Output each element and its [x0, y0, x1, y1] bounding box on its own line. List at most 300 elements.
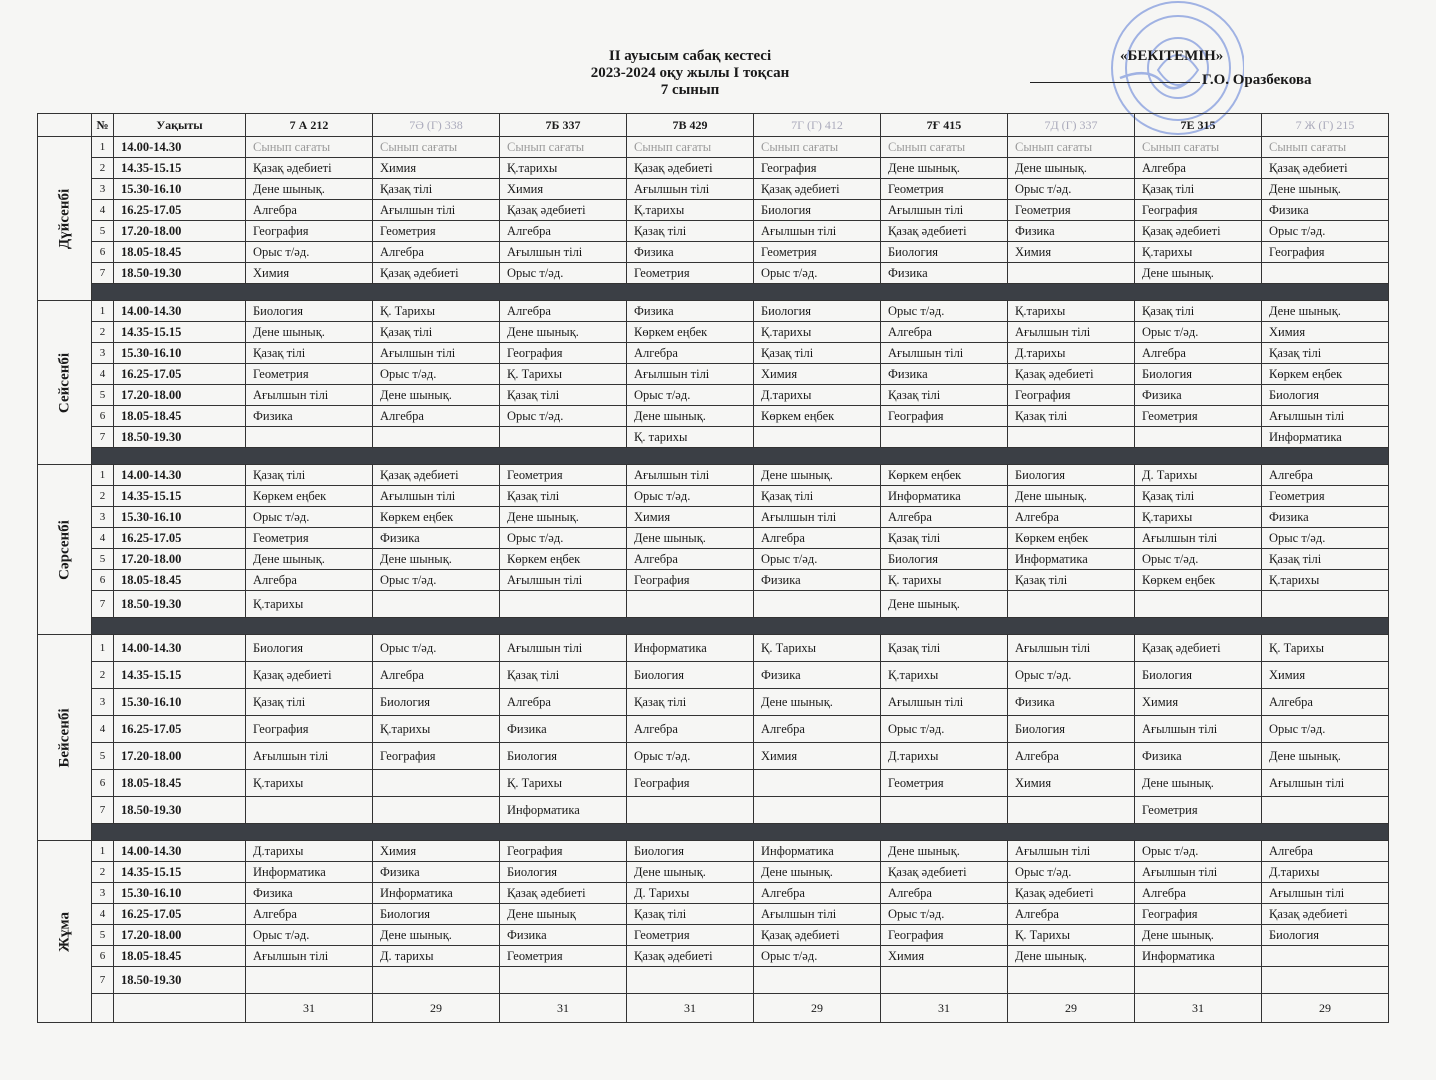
subject-cell: Физика	[1008, 221, 1135, 242]
subject-cell	[627, 591, 754, 618]
lesson-row	[38, 221, 1389, 242]
subject-cell: Қазақ әдебиеті	[1135, 221, 1262, 242]
subject-cell: Алгебра	[1262, 841, 1389, 862]
lesson-number: 4	[92, 364, 114, 385]
subject-cell: Геометрия	[881, 770, 1008, 797]
subject-cell	[1008, 427, 1135, 448]
subject-cell: Орыс т/əд.	[373, 364, 500, 385]
subject-cell: Д.тарихы	[1262, 862, 1389, 883]
lesson-time: 15.30-16.10	[114, 507, 246, 528]
subject-cell: Қазақ әдебиеті	[754, 925, 881, 946]
lesson-time: 18.50-19.30	[114, 591, 246, 618]
class-header: 7Г (Г) 412	[754, 114, 881, 137]
subject-cell: Қазақ тілі	[1135, 486, 1262, 507]
subject-cell: Информатика	[246, 862, 373, 883]
subject-cell: Сынып сағаты	[881, 137, 1008, 158]
subject-cell: Қазақ әдебиеті	[881, 221, 1008, 242]
subject-cell: Дене шынық.	[1262, 179, 1389, 200]
subject-cell: Химия	[1008, 242, 1135, 263]
subject-cell: Қазақ тілі	[627, 689, 754, 716]
subject-cell: Алгебра	[1008, 743, 1135, 770]
subject-cell: Химия	[373, 158, 500, 179]
subject-cell: Геометрия	[1262, 486, 1389, 507]
subject-cell: Ағылшын тілі	[500, 570, 627, 591]
lesson-row	[38, 486, 1389, 507]
lesson-number: 4	[92, 716, 114, 743]
lesson-time: 16.25-17.05	[114, 716, 246, 743]
lesson-row	[38, 662, 1389, 689]
subject-cell: Биология	[1008, 465, 1135, 486]
subject-cell: Дене шынық.	[246, 322, 373, 343]
subject-cell: Орыс т/əд.	[754, 263, 881, 284]
lesson-time: 16.25-17.05	[114, 528, 246, 549]
subject-cell: Ағылшын тілі	[373, 486, 500, 507]
subject-cell: Биология	[881, 242, 1008, 263]
subject-cell: Орыс т/əд.	[754, 946, 881, 967]
subject-cell: Орыс т/əд.	[627, 743, 754, 770]
lesson-time: 14.00-14.30	[114, 301, 246, 322]
subject-cell: Көркем еңбек	[754, 406, 881, 427]
total-hours: 29	[373, 994, 500, 1023]
subject-cell	[881, 967, 1008, 994]
subject-cell: Сынып сағаты	[627, 137, 754, 158]
subject-cell: Дене шынық.	[754, 465, 881, 486]
subject-cell: Биология	[1008, 716, 1135, 743]
subject-cell: Биология	[627, 841, 754, 862]
subject-cell	[500, 591, 627, 618]
total-hours: 29	[1262, 994, 1389, 1023]
subject-cell: Алгебра	[373, 242, 500, 263]
subject-cell: Көркем еңбек	[373, 507, 500, 528]
subject-cell: Алгебра	[500, 221, 627, 242]
subject-cell: Орыс т/əд.	[1135, 841, 1262, 862]
subject-cell	[754, 427, 881, 448]
subject-cell	[1008, 263, 1135, 284]
subject-cell: Қазақ тілі	[754, 343, 881, 364]
subject-cell	[246, 967, 373, 994]
subject-cell: Физика	[627, 301, 754, 322]
lesson-time: 15.30-16.10	[114, 179, 246, 200]
subject-cell: География	[754, 158, 881, 179]
subject-cell: Геометрия	[1135, 797, 1262, 824]
subject-cell: Геометрия	[754, 242, 881, 263]
subject-cell: Дене шынық.	[500, 322, 627, 343]
lesson-time: 18.05-18.45	[114, 770, 246, 797]
subject-cell: Ағылшын тілі	[754, 904, 881, 925]
subject-cell: Орыс т/əд.	[1008, 662, 1135, 689]
subject-cell	[1262, 263, 1389, 284]
number-header: №	[92, 114, 114, 137]
lesson-row	[38, 770, 1389, 797]
subject-cell: Биология	[500, 862, 627, 883]
lesson-time: 15.30-16.10	[114, 689, 246, 716]
subject-cell: Алгебра	[627, 343, 754, 364]
subject-cell	[754, 967, 881, 994]
day-separator	[38, 448, 1389, 465]
lesson-row	[38, 904, 1389, 925]
subject-cell: Ағылшын тілі	[373, 343, 500, 364]
subject-cell: Қазақ әдебиеті	[627, 158, 754, 179]
subject-cell: Сынып сағаты	[373, 137, 500, 158]
subject-cell: Ағылшын тілі	[1135, 716, 1262, 743]
total-hours: 29	[754, 994, 881, 1023]
lesson-row	[38, 946, 1389, 967]
lesson-row	[38, 797, 1389, 824]
subject-cell: Орыс т/əд.	[1135, 322, 1262, 343]
lesson-row	[38, 635, 1389, 662]
subject-cell: Орыс т/əд.	[1262, 221, 1389, 242]
lesson-number: 2	[92, 662, 114, 689]
subject-cell: Ағылшын тілі	[1262, 883, 1389, 904]
total-hours: 31	[881, 994, 1008, 1023]
subject-cell	[373, 797, 500, 824]
subject-cell: Сынып сағаты	[246, 137, 373, 158]
subject-cell: Ағылшын тілі	[1008, 635, 1135, 662]
lesson-number: 7	[92, 967, 114, 994]
separator-bar	[92, 448, 1389, 465]
subject-cell: Көркем еңбек	[500, 549, 627, 570]
subject-cell: Биология	[246, 301, 373, 322]
subject-cell	[373, 427, 500, 448]
subject-cell: Дене шынық.	[246, 179, 373, 200]
lesson-row	[38, 570, 1389, 591]
lesson-time: 18.05-18.45	[114, 570, 246, 591]
separator-bar	[92, 618, 1389, 635]
subject-cell: Биология	[373, 904, 500, 925]
subject-cell: Ағылшын тілі	[627, 364, 754, 385]
subject-cell: Алгебра	[1008, 904, 1135, 925]
subject-cell: Ағылшын тілі	[373, 200, 500, 221]
lesson-row	[38, 925, 1389, 946]
subject-cell: Алгебра	[1008, 507, 1135, 528]
lesson-row	[38, 591, 1389, 618]
subject-cell: Қ.тарихы	[881, 662, 1008, 689]
subject-cell: Дене шынық.	[500, 507, 627, 528]
subject-cell: Химия	[373, 841, 500, 862]
subject-cell: Химия	[1135, 689, 1262, 716]
lesson-number: 5	[92, 549, 114, 570]
lesson-time: 17.20-18.00	[114, 385, 246, 406]
lesson-number: 3	[92, 883, 114, 904]
lesson-row	[38, 743, 1389, 770]
grade-label: 7 сынып	[660, 82, 720, 98]
lesson-number: 3	[92, 179, 114, 200]
subject-cell: Ағылшын тілі	[1008, 841, 1135, 862]
lesson-time: 14.00-14.30	[114, 137, 246, 158]
subject-cell: Орыс т/əд.	[1135, 549, 1262, 570]
lesson-time: 16.25-17.05	[114, 904, 246, 925]
subject-cell: Алгебра	[1135, 883, 1262, 904]
subject-cell: Орыс т/əд.	[881, 904, 1008, 925]
document-title-block	[480, 48, 900, 99]
subject-cell	[1262, 946, 1389, 967]
lesson-row	[38, 137, 1389, 158]
subject-cell	[881, 427, 1008, 448]
subject-cell: Қ.тарихы	[1008, 301, 1135, 322]
subject-cell: Физика	[373, 862, 500, 883]
lesson-row	[38, 343, 1389, 364]
subject-cell: Орыс т/əд.	[627, 486, 754, 507]
subject-cell	[1262, 967, 1389, 994]
lesson-number: 7	[92, 263, 114, 284]
subject-cell: Дене шынық.	[627, 406, 754, 427]
subject-cell: Қазақ тілі	[1135, 301, 1262, 322]
subject-cell: Ағылшын тілі	[246, 743, 373, 770]
lesson-number: 4	[92, 528, 114, 549]
lesson-number: 2	[92, 862, 114, 883]
subject-cell: Орыс т/əд.	[1008, 179, 1135, 200]
subject-cell: Қ. Тарихы	[1008, 925, 1135, 946]
lesson-row	[38, 322, 1389, 343]
subject-cell: Дене шынық.	[1008, 946, 1135, 967]
subject-cell: Орыс т/əд.	[373, 635, 500, 662]
subject-cell: Қ. Тарихы	[373, 301, 500, 322]
subject-cell	[1135, 427, 1262, 448]
subject-cell: Ағылшын тілі	[1008, 322, 1135, 343]
subject-cell: Сынып сағаты	[1135, 137, 1262, 158]
subject-cell: Ағылшын тілі	[500, 242, 627, 263]
lesson-number: 2	[92, 486, 114, 507]
subject-cell: Дене шынық.	[627, 862, 754, 883]
subject-cell: Химия	[1262, 322, 1389, 343]
subject-cell: Орыс т/əд.	[1008, 862, 1135, 883]
subject-cell: Қазақ тілі	[754, 486, 881, 507]
subject-cell: Қазақ тілі	[1008, 406, 1135, 427]
lesson-row	[38, 427, 1389, 448]
subject-cell: Орыс т/əд.	[246, 925, 373, 946]
subject-cell: Орыс т/əд.	[246, 242, 373, 263]
subject-cell: Қ.тарихы	[627, 200, 754, 221]
day-cell	[38, 465, 92, 635]
subject-cell: Физика	[1135, 385, 1262, 406]
subject-cell: Физика	[373, 528, 500, 549]
subject-cell: Қазақ әдебиеті	[627, 946, 754, 967]
subject-cell: Геометрия	[246, 364, 373, 385]
lesson-number: 6	[92, 242, 114, 263]
subject-cell: Сынып сағаты	[1008, 137, 1135, 158]
subject-cell: Дене шынық.	[1262, 743, 1389, 770]
subject-cell: Алгебра	[373, 662, 500, 689]
subject-cell: Алгебра	[754, 883, 881, 904]
subject-cell: Алгебра	[500, 301, 627, 322]
lesson-time: 16.25-17.05	[114, 364, 246, 385]
subject-cell: Дене шынық.	[373, 925, 500, 946]
subject-cell: География	[881, 925, 1008, 946]
subject-cell: Қ.тарихы	[373, 716, 500, 743]
subject-cell: Қазақ әдебиеті	[500, 200, 627, 221]
subject-cell: Д.тарихы	[881, 743, 1008, 770]
subject-cell	[1135, 591, 1262, 618]
schedule-title: II ауысым сабақ кестесі	[608, 48, 772, 64]
subject-cell: Қ. Тарихы	[500, 770, 627, 797]
subject-cell: Алгебра	[373, 406, 500, 427]
subject-cell: Дене шынық.	[246, 549, 373, 570]
subject-cell: Орыс т/əд.	[246, 507, 373, 528]
lesson-number: 7	[92, 797, 114, 824]
class-header: 7Е 315	[1135, 114, 1262, 137]
subject-cell: Физика	[246, 406, 373, 427]
subject-cell	[373, 591, 500, 618]
subject-cell: Орыс т/əд.	[1262, 528, 1389, 549]
subject-cell: Қ. Тарихы	[1262, 635, 1389, 662]
subject-cell	[246, 797, 373, 824]
lesson-row	[38, 507, 1389, 528]
subject-cell: Алгебра	[1135, 158, 1262, 179]
subject-cell: Дене шынық.	[627, 528, 754, 549]
lesson-time: 17.20-18.00	[114, 925, 246, 946]
separator-bar	[92, 824, 1389, 841]
subject-cell: Биология	[754, 200, 881, 221]
subject-cell: Информатика	[373, 883, 500, 904]
subject-cell: Д. Тарихы	[1135, 465, 1262, 486]
subject-cell: Геометрия	[881, 179, 1008, 200]
subject-cell: Алгебра	[627, 716, 754, 743]
lesson-time: 14.00-14.30	[114, 635, 246, 662]
subject-cell: Қазақ тілі	[246, 465, 373, 486]
subject-cell: Қазақ тілі	[881, 385, 1008, 406]
subject-cell: Физика	[246, 883, 373, 904]
lesson-time: 15.30-16.10	[114, 343, 246, 364]
header-row	[38, 114, 1389, 137]
subject-cell: Д.тарихы	[1008, 343, 1135, 364]
subject-cell: Д. тарихы	[373, 946, 500, 967]
subject-cell: Дене шынық.	[881, 591, 1008, 618]
subject-cell: Химия	[754, 364, 881, 385]
day-cell	[38, 301, 92, 465]
subject-cell: География	[627, 570, 754, 591]
lesson-number: 1	[92, 137, 114, 158]
subject-cell: Қазақ әдебиеті	[1135, 635, 1262, 662]
subject-cell: Қазақ әдебиеті	[1262, 158, 1389, 179]
subject-cell: Қазақ әдебиеті	[1262, 904, 1389, 925]
subject-cell: Информатика	[1008, 549, 1135, 570]
subject-cell: Қ.тарихы	[754, 322, 881, 343]
class-header: 7 Ж (Г) 215	[1262, 114, 1389, 137]
subject-cell: География	[500, 343, 627, 364]
lesson-row	[38, 528, 1389, 549]
subject-cell: Ағылшын тілі	[754, 221, 881, 242]
subject-cell: Ағылшын тілі	[881, 200, 1008, 221]
lesson-number: 5	[92, 221, 114, 242]
subject-cell: Көркем еңбек	[1135, 570, 1262, 591]
subject-cell: Геометрия	[1135, 406, 1262, 427]
subject-cell: Физика	[627, 242, 754, 263]
subject-cell: Химия	[627, 507, 754, 528]
lesson-number: 1	[92, 301, 114, 322]
subject-cell: Физика	[754, 662, 881, 689]
lesson-time: 16.25-17.05	[114, 200, 246, 221]
subject-cell: География	[1008, 385, 1135, 406]
lesson-time: 18.50-19.30	[114, 427, 246, 448]
subject-cell	[881, 797, 1008, 824]
subject-cell: Қ. тарихы	[627, 427, 754, 448]
lesson-row	[38, 841, 1389, 862]
subject-cell: Алгебра	[754, 528, 881, 549]
subject-cell: Информатика	[754, 841, 881, 862]
lesson-number: 5	[92, 925, 114, 946]
subject-cell: Химия	[1008, 770, 1135, 797]
subject-cell: Қазақ тілі	[1262, 343, 1389, 364]
subject-cell: Химия	[881, 946, 1008, 967]
lesson-row	[38, 549, 1389, 570]
subject-cell: Геометрия	[246, 528, 373, 549]
subject-cell: Химия	[754, 743, 881, 770]
subject-cell: Химия	[246, 263, 373, 284]
lesson-row	[38, 301, 1389, 322]
subject-cell: Қ.тарихы	[246, 591, 373, 618]
day-separator	[38, 618, 1389, 635]
lesson-number: 1	[92, 635, 114, 662]
lesson-row	[38, 689, 1389, 716]
subject-cell: Орыс т/əд.	[1262, 716, 1389, 743]
lesson-number: 4	[92, 904, 114, 925]
subject-cell: Биология	[1135, 364, 1262, 385]
subject-cell: Қ. Тарихы	[754, 635, 881, 662]
subject-cell	[627, 797, 754, 824]
subject-cell: Информатика	[500, 797, 627, 824]
lesson-row	[38, 465, 1389, 486]
subject-cell: Ағылшын тілі	[1135, 528, 1262, 549]
subject-cell: Геометрия	[500, 946, 627, 967]
subject-cell: География	[246, 716, 373, 743]
subject-cell: Алгебра	[881, 507, 1008, 528]
subject-cell: Д. Тарихы	[627, 883, 754, 904]
subject-cell: Сынып сағаты	[1262, 137, 1389, 158]
lesson-time: 18.50-19.30	[114, 967, 246, 994]
subject-cell: Қазақ әдебиеті	[373, 263, 500, 284]
subject-cell: Алгебра	[1135, 343, 1262, 364]
subject-cell: Алгебра	[627, 549, 754, 570]
subject-cell: Информатика	[627, 635, 754, 662]
subject-cell: Д.тарихы	[246, 841, 373, 862]
subject-cell: Қазақ тілі	[500, 486, 627, 507]
separator-bar	[92, 284, 1389, 301]
subject-cell	[627, 967, 754, 994]
subject-cell: Дене шынық.	[1135, 770, 1262, 797]
lesson-time: 14.00-14.30	[114, 465, 246, 486]
subject-cell: География	[373, 743, 500, 770]
lesson-time: 14.35-15.15	[114, 862, 246, 883]
subject-cell: Ағылшын тілі	[627, 179, 754, 200]
subject-cell: Көркем еңбек	[1262, 364, 1389, 385]
total-hours: 31	[627, 994, 754, 1023]
subject-cell: География	[246, 221, 373, 242]
lesson-time: 14.35-15.15	[114, 158, 246, 179]
subject-cell	[500, 427, 627, 448]
subject-cell: Орыс т/əд.	[627, 385, 754, 406]
subject-cell: Қ. тарихы	[881, 570, 1008, 591]
approval-label: «БЕКІТЕМІН»	[1120, 48, 1224, 64]
subject-cell: Алгебра	[881, 322, 1008, 343]
subject-cell: Орыс т/əд.	[500, 528, 627, 549]
subject-cell: Көркем еңбек	[1008, 528, 1135, 549]
signature-line	[1030, 82, 1200, 83]
subject-cell: Алгебра	[881, 883, 1008, 904]
subject-cell: Алгебра	[754, 716, 881, 743]
subject-cell: Ағылшын тілі	[627, 465, 754, 486]
subject-cell: Физика	[1262, 507, 1389, 528]
subject-cell: География	[881, 406, 1008, 427]
lesson-row	[38, 385, 1389, 406]
subject-cell: Қазақ әдебиеті	[1008, 883, 1135, 904]
subject-cell	[246, 427, 373, 448]
day-separator	[38, 824, 1389, 841]
day-label: Дүйсенбі	[56, 188, 72, 249]
lesson-time: 14.35-15.15	[114, 662, 246, 689]
subject-cell: Қ.тарихы	[1135, 507, 1262, 528]
total-hours: 31	[246, 994, 373, 1023]
subject-cell: Физика	[881, 364, 1008, 385]
